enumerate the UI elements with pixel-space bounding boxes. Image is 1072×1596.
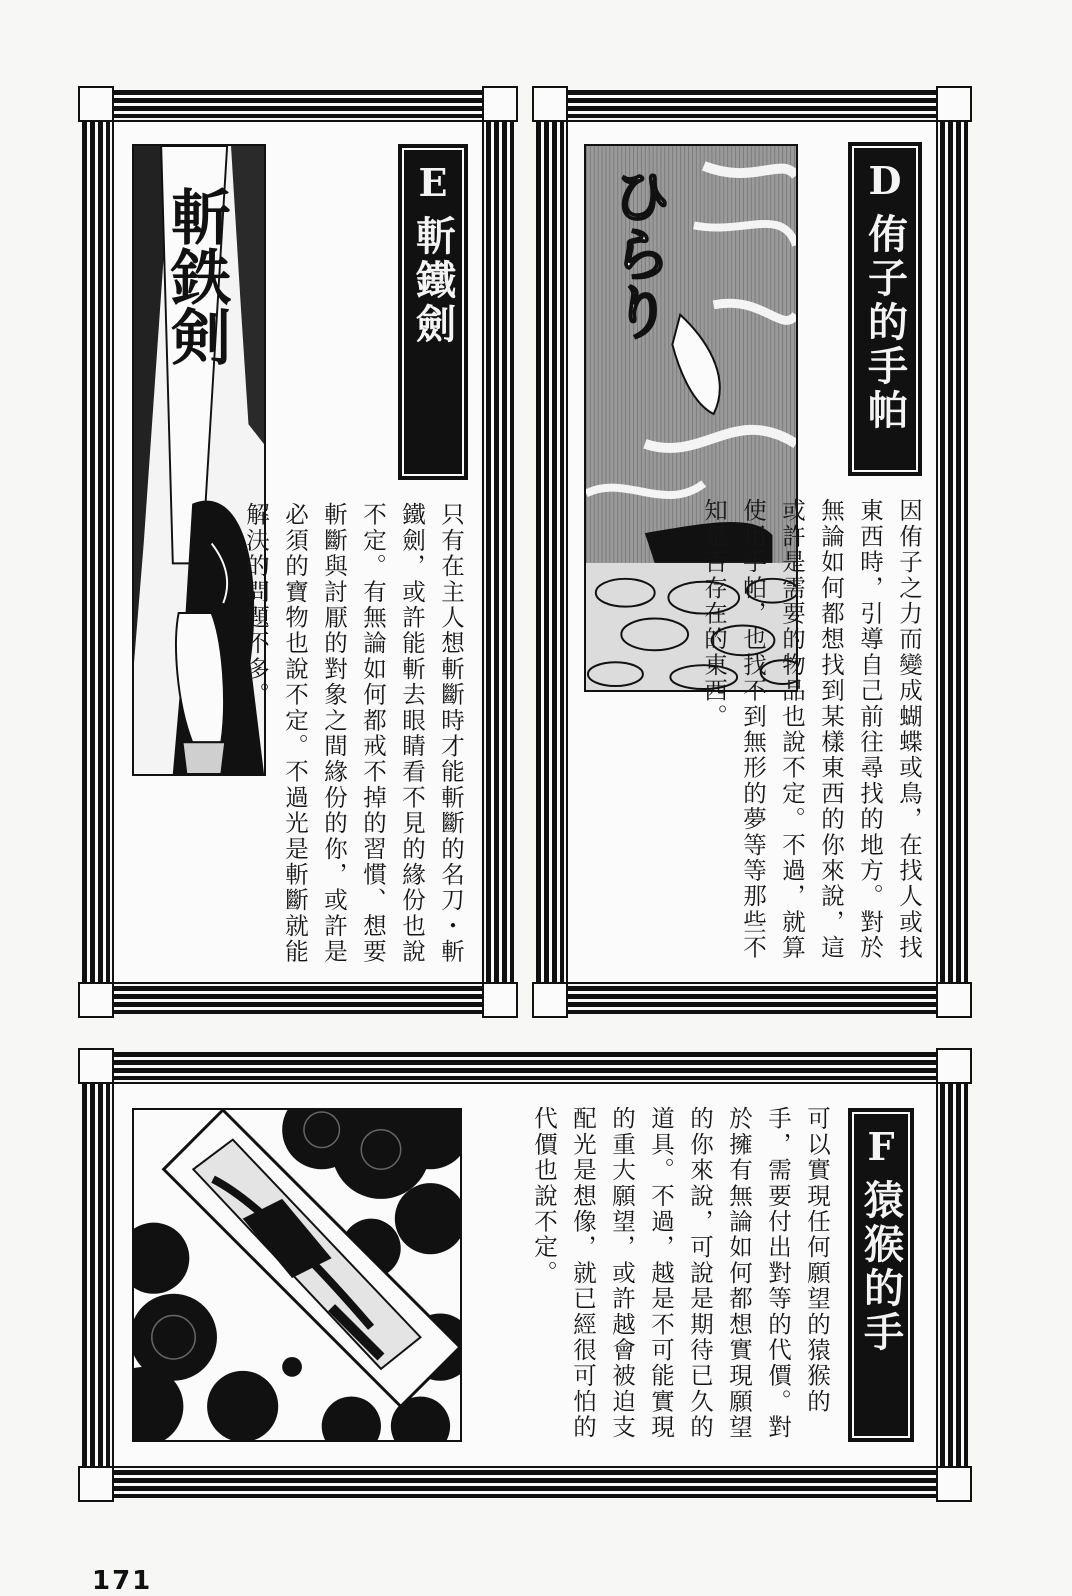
entry-body: 因侑子之力而變成蝴蝶或鳥，在找人或找東西時，引導自己前往尋找的地方。對於無論如何都想找到某樣東西的你來說，這或許是需要的物品也說不定。不過，就算使用手帕，也找不到無形的夢等等那些不知是否存在的東西。 [700,498,923,961]
frame-bottom-rail [550,986,954,1014]
entry-letter: E [418,160,448,205]
frame-corner [78,982,114,1018]
entry-title-box [848,142,922,476]
frame-corner [532,86,568,122]
frame-e [78,86,518,1018]
entry-title-box [848,1108,914,1442]
frame-corner [936,1466,972,1502]
frame-corner [532,982,568,1018]
entry-title: 侑子的手帕 [861,213,909,433]
frame-corner [482,982,518,1018]
entry-body: 可以實現任何願望的猿猴的手，需要付出對等的代價。對於擁有無論如何都想實現願望的你來說，可說是期待已久的道具。不過，越是不可能實現的重大願望，或許越會被迫支配光是想像，就已經很可怕的代價也說不定。 [530,1106,831,1441]
entry-body: 只有在主人想斬斷時才能斬斷的名刀・斬鐵劍，或許能斬去眼睛看不見的緣份也說不定。有無論如何都戒不掉的習慣、想要斬斷與討厭的對象之間緣份的你，或許是必須的寶物也說不定。不過光是斬斷就能解決的問題不多。 [242,502,465,965]
frame-right-rail [940,1066,968,1484]
frame-top-rail [550,90,954,118]
frame-left-rail [536,104,564,1000]
illustration-monkey-hand [132,1108,462,1442]
monkey-hand-artwork [134,1110,460,1440]
frame-right-rail [940,104,968,1000]
frame-bottom-rail [96,1470,954,1498]
frame-corner [936,1048,972,1084]
frame-left-rail [82,104,110,1000]
handkerchief-calligraphy: ひらり [603,166,671,340]
frame-corner [78,1048,114,1084]
entry-letter: F [867,1124,895,1169]
frame-f [78,1048,972,1502]
sword-calligraphy: 斬鉄剣 [161,186,231,366]
frame-corner [936,86,972,122]
entry-title-box [398,144,468,480]
page-number: 171 [92,1566,153,1596]
frame-top-rail [96,1052,954,1080]
frame-left-rail [82,1066,110,1484]
frame-right-rail [486,104,514,1000]
frame-corner [482,86,518,122]
frame-corner [78,86,114,122]
frame-bottom-rail [96,986,500,1014]
entry-title: 猿猴的手 [857,1179,905,1355]
frame-corner [936,982,972,1018]
entry-letter: D [868,158,902,203]
frame-d [532,86,972,1018]
frame-corner [78,1466,114,1502]
entry-title: 斬鐵劍 [409,215,457,347]
frame-top-rail [96,90,500,118]
